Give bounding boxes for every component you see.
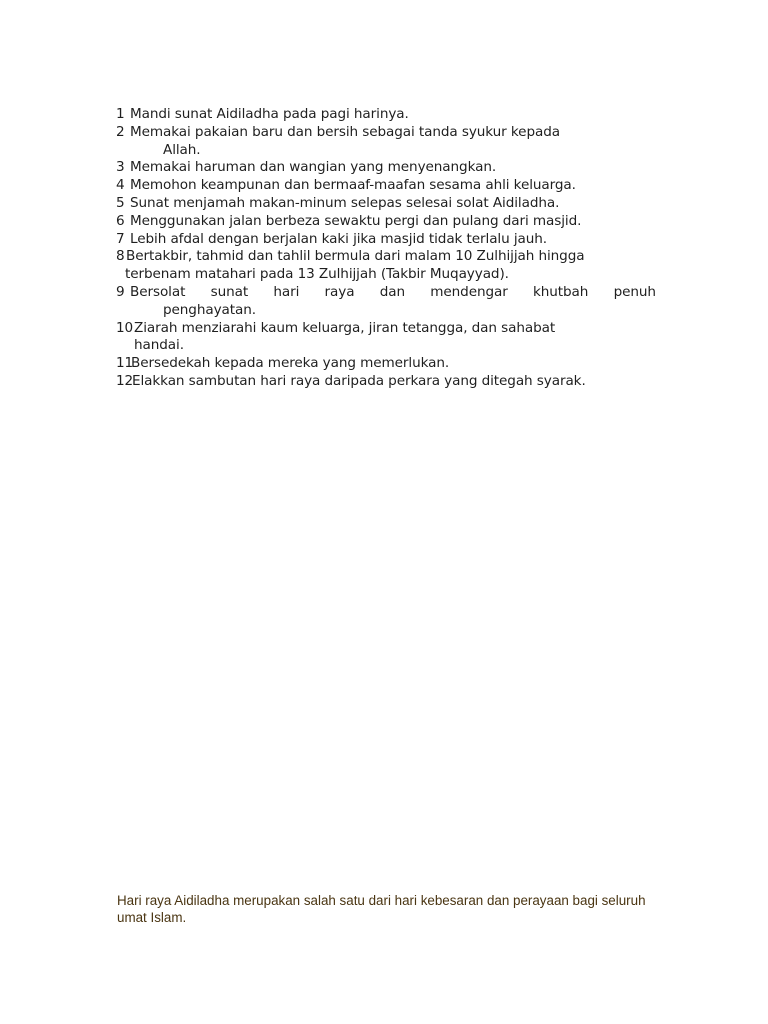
item-text: Allah.: [163, 141, 201, 158]
item-text: Bertakbir, tahmid dan tahlil bermula dari malam 10 Zulhijjah hingga: [126, 248, 585, 265]
list-item: [116, 213, 656, 231]
list-item-continuation: [116, 266, 656, 284]
item-text: Elakkan sambutan hari raya daripada perkara yang ditegah syarak.: [132, 372, 586, 389]
sunnah-list: [116, 106, 656, 391]
item-number: 7: [116, 230, 125, 247]
list-item: [116, 284, 656, 302]
list-item: [116, 177, 656, 195]
item-number: 2: [116, 123, 125, 140]
item-word: dan: [379, 283, 405, 300]
item-number: 8: [116, 248, 125, 265]
list-item-continuation: [116, 142, 656, 160]
item-number: 9: [116, 283, 125, 300]
item-number: 12: [116, 372, 134, 389]
item-number: 4: [116, 177, 125, 194]
list-item-continuation: [116, 302, 656, 320]
item-text: Bersedekah kepada mereka yang memerlukan.: [131, 355, 450, 372]
list-item: [116, 124, 656, 142]
footer-paragraph: Hari raya Aidiladha merupakan salah satu dari hari kebesaran dan perayaan bagi seluruh umat Islam.: [117, 893, 646, 925]
item-text: Memakai haruman dan wangian yang menyenangkan.: [130, 159, 497, 176]
list-item-continuation: [116, 337, 656, 355]
list-item: [116, 373, 656, 391]
item-text: Memohon keampunan dan bermaaf-maafan sesama ahli keluarga.: [130, 177, 576, 194]
item-number: 3: [116, 159, 125, 176]
item-word: penuh: [613, 283, 656, 300]
item-text: Sunat menjamah makan-minum selepas selesai solat Aidiladha.: [130, 194, 560, 211]
item-text: Ziarah menziarahi kaum keluarga, jiran tetangga, dan sahabat: [134, 319, 556, 336]
item-word: mendengar: [430, 283, 508, 300]
item-text: Mandi sunat Aidiladha pada pagi harinya.: [130, 106, 409, 122]
item-word: Bersolat: [130, 283, 186, 300]
item-word: sunat: [210, 283, 249, 300]
item-text: terbenam matahari pada 13 Zulhijjah (Takbir Muqayyad).: [125, 266, 509, 283]
item-number: 1: [116, 106, 125, 122]
item-word: raya: [324, 283, 355, 300]
item-lead: [116, 284, 185, 302]
list-item: [116, 106, 656, 124]
list-item: [116, 159, 656, 177]
item-number: 5: [116, 194, 125, 211]
item-text: penghayatan.: [163, 301, 256, 318]
item-word: hari: [273, 283, 300, 300]
list-item: [116, 231, 656, 249]
item-text: handai.: [134, 337, 184, 354]
item-text: Menggunakan jalan berbeza sewaktu pergi dan pulang dari masjid.: [130, 212, 582, 229]
item-word: khutbah: [533, 283, 589, 300]
item-text: Lebih afdal dengan berjalan kaki jika masjid tidak terlalu jauh.: [130, 230, 547, 247]
item-number: 10: [116, 319, 134, 336]
list-item: [116, 320, 656, 338]
list-item: [116, 355, 656, 373]
list-item: [116, 248, 656, 266]
item-text: Memakai pakaian baru dan bersih sebagai tanda syukur kepada: [130, 123, 560, 140]
item-number: 11: [116, 355, 134, 372]
item-number: 6: [116, 212, 125, 229]
list-item: [116, 195, 656, 213]
